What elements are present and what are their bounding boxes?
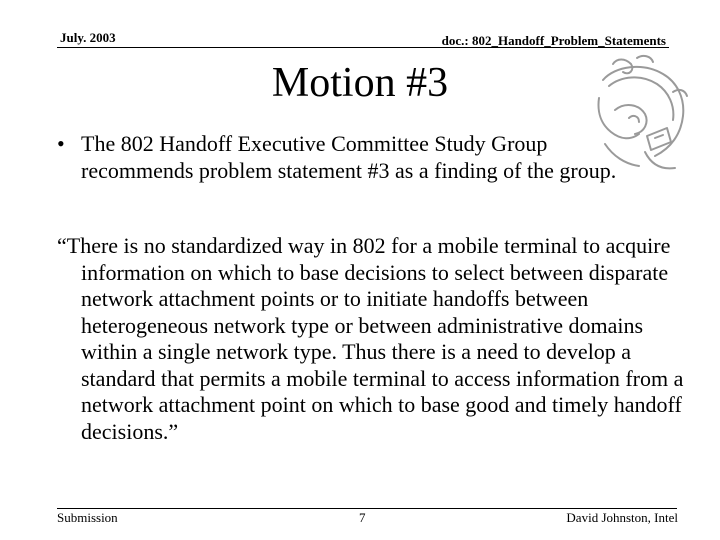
bullet-paragraph <box>57 130 641 184</box>
slide-title: Motion #3 <box>271 60 449 106</box>
footer-page-number: 7 <box>359 510 366 525</box>
footer-divider <box>57 508 677 509</box>
header-divider <box>57 47 669 48</box>
bullet-dot: • <box>57 131 65 156</box>
bullet-text: The 802 Handoff Executive Committee Study Group recommends problem statement #3 as a finding of the group. <box>81 131 617 183</box>
footer-author: David Johnston, Intel <box>566 510 678 525</box>
header-doc-label: doc.: 802_Handoff_Problem_Statements <box>441 33 666 48</box>
problem-statement-quote: “There is no standardized way in 802 for a mobile terminal to acquire information on which to base decisions to select between disparate network attachment points or to initiate handoffs between heterogeneous network type or between administrative domains within a single network type. Thus there is a need to develop a standard that permits a mobile terminal to access information from a network attachment point on which to base good and timely handoff decisions.” <box>57 233 684 444</box>
footer-submission: Submission <box>57 510 118 525</box>
header-date: July. 2003 <box>60 30 116 45</box>
